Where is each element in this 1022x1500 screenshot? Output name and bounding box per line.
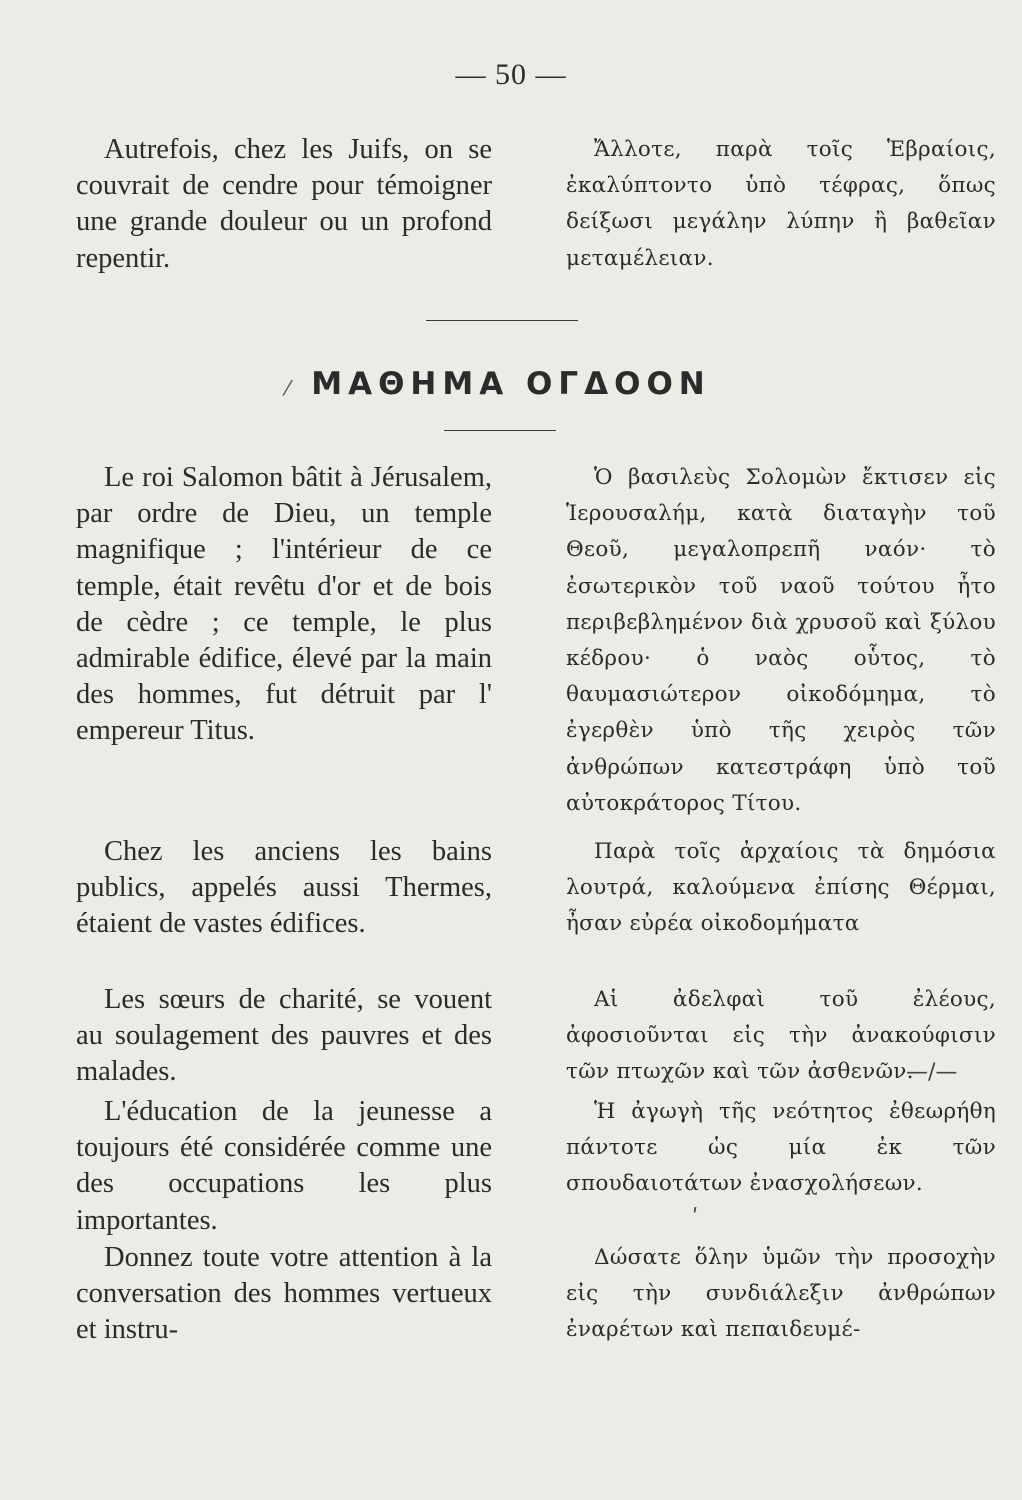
paragraph-2-french-text: Chez les anciens les bains publics, appelés aussi Thermes, étaient de vastes édifices. xyxy=(76,836,492,940)
pen-mark: —/— xyxy=(906,1060,958,1085)
paragraph-5-french xyxy=(76,1240,492,1349)
paragraph-4-french-text: L'éducation de la jeunesse a toujours été considérée comme une des occupations les plus importantes. xyxy=(76,1096,492,1236)
paragraph-3-greek-text: Αἱ ἀδελφαὶ τοῦ ἐλέους, ἀφοσιοῦνται εἰς τὴν ἀνακούφισιν τῶν πτωχῶν καὶ τῶν ἀσθενῶν. xyxy=(566,987,996,1085)
paragraph-5 xyxy=(76,1240,996,1349)
paragraph-1-greek xyxy=(566,460,996,822)
paragraph-1 xyxy=(76,460,996,822)
intro-greek xyxy=(566,132,996,277)
paragraph-4 xyxy=(76,1094,996,1239)
paragraph-1-french xyxy=(76,460,492,822)
intro-greek-text: Ἄλλοτε, παρὰ τοῖς Ἑβραίοις, ἐκαλύπτοντο ὑπὸ τέφρας, ὅπως δείξωσι μεγάλην λύπην ἢ βαθεῖαν μεταμέλειαν. xyxy=(566,137,996,271)
paragraph-1-french-text: Le roi Salomon bâtit à Jérusalem, par ordre de Dieu, un temple magnifique ; l'intérieur de ce temple, était revêtu d'or et de bois de cèdre ; ce temple, le plus admirable édifice, élevé par la main des hommes, fut détruit par l' empereur Titus. xyxy=(76,462,492,747)
paragraph-3-french xyxy=(76,982,492,1091)
paragraph-2 xyxy=(76,834,996,943)
tick-mark: ʹ xyxy=(692,1206,699,1231)
separator-top xyxy=(426,320,578,321)
intro-french xyxy=(76,132,492,277)
paragraph-2-greek-text: Παρὰ τοῖς ἀρχαίοις τὰ δημόσια λουτρά, καλούμενα ἐπίσης Θέρμαι, ἦσαν εὐρέα οἰκοδομήματα xyxy=(566,839,996,937)
paragraph-4-greek xyxy=(566,1094,996,1239)
paragraph-1-greek-text: Ὁ βασιλεὺς Σολομὼν ἔκτισεν εἰς Ἱερουσαλήμ, κατὰ διαταγὴν τοῦ Θεοῦ, μεγαλοπρεπῆ ναόν· τὸ ἐσωτερικὸν τοῦ ναοῦ τούτου ἦτο περιβεβλημένον διὰ χρυσοῦ καὶ ξύλου κέδρου· ὁ ναὸς οὗτος, τὸ θαυμασιώτερον οἰκοδόμημα, τὸ ἐγερθὲν ὑπὸ τῆς χειρὸς τῶν ἀνθρώπων κατεστράφη ὑπὸ τοῦ αὐτοκράτορος Τίτου. xyxy=(566,465,996,816)
intro-french-text: Autrefois, chez les Juifs, on se couvrait de cendre pour témoigner une grande douleur ou un profond repentir. xyxy=(76,134,492,274)
paragraph-4-french xyxy=(76,1094,492,1239)
paragraph-5-french-text: Donnez toute votre attention à la conversation des hommes vertueux et instru- xyxy=(76,1242,492,1346)
separator-bottom xyxy=(444,430,556,431)
page-number: — 50 — xyxy=(455,58,567,91)
paragraph-3 xyxy=(76,982,996,1091)
lesson-title: ΜΑΘΗΜΑ ΟΓΔΟΟΝ xyxy=(311,366,711,402)
paragraph-5-greek xyxy=(566,1240,996,1349)
paragraph-2-french xyxy=(76,834,492,943)
paragraph-5-greek-text: Δώσατε ὅλην ὑμῶν τὴν προσοχὴν εἰς τὴν συνδιάλεξιν ἀνθρώπων ἐναρέτων καὶ πεπαιδευμέ- xyxy=(566,1245,996,1343)
paragraph-2-greek xyxy=(566,834,996,943)
intro-block xyxy=(76,132,996,277)
margin-mark: ⁄ xyxy=(286,376,290,400)
paragraph-4-greek-text: Ἡ ἀγωγὴ τῆς νεότητος ἐθεωρήθη πάντοτε ὡς μία ἐκ τῶν σπουδαιοτάτων ἐνασχολήσεων. xyxy=(566,1099,996,1197)
paragraph-3-french-text: Les sœurs de charité, se vouent au soulagement des pauvres et des malades. xyxy=(76,984,492,1088)
